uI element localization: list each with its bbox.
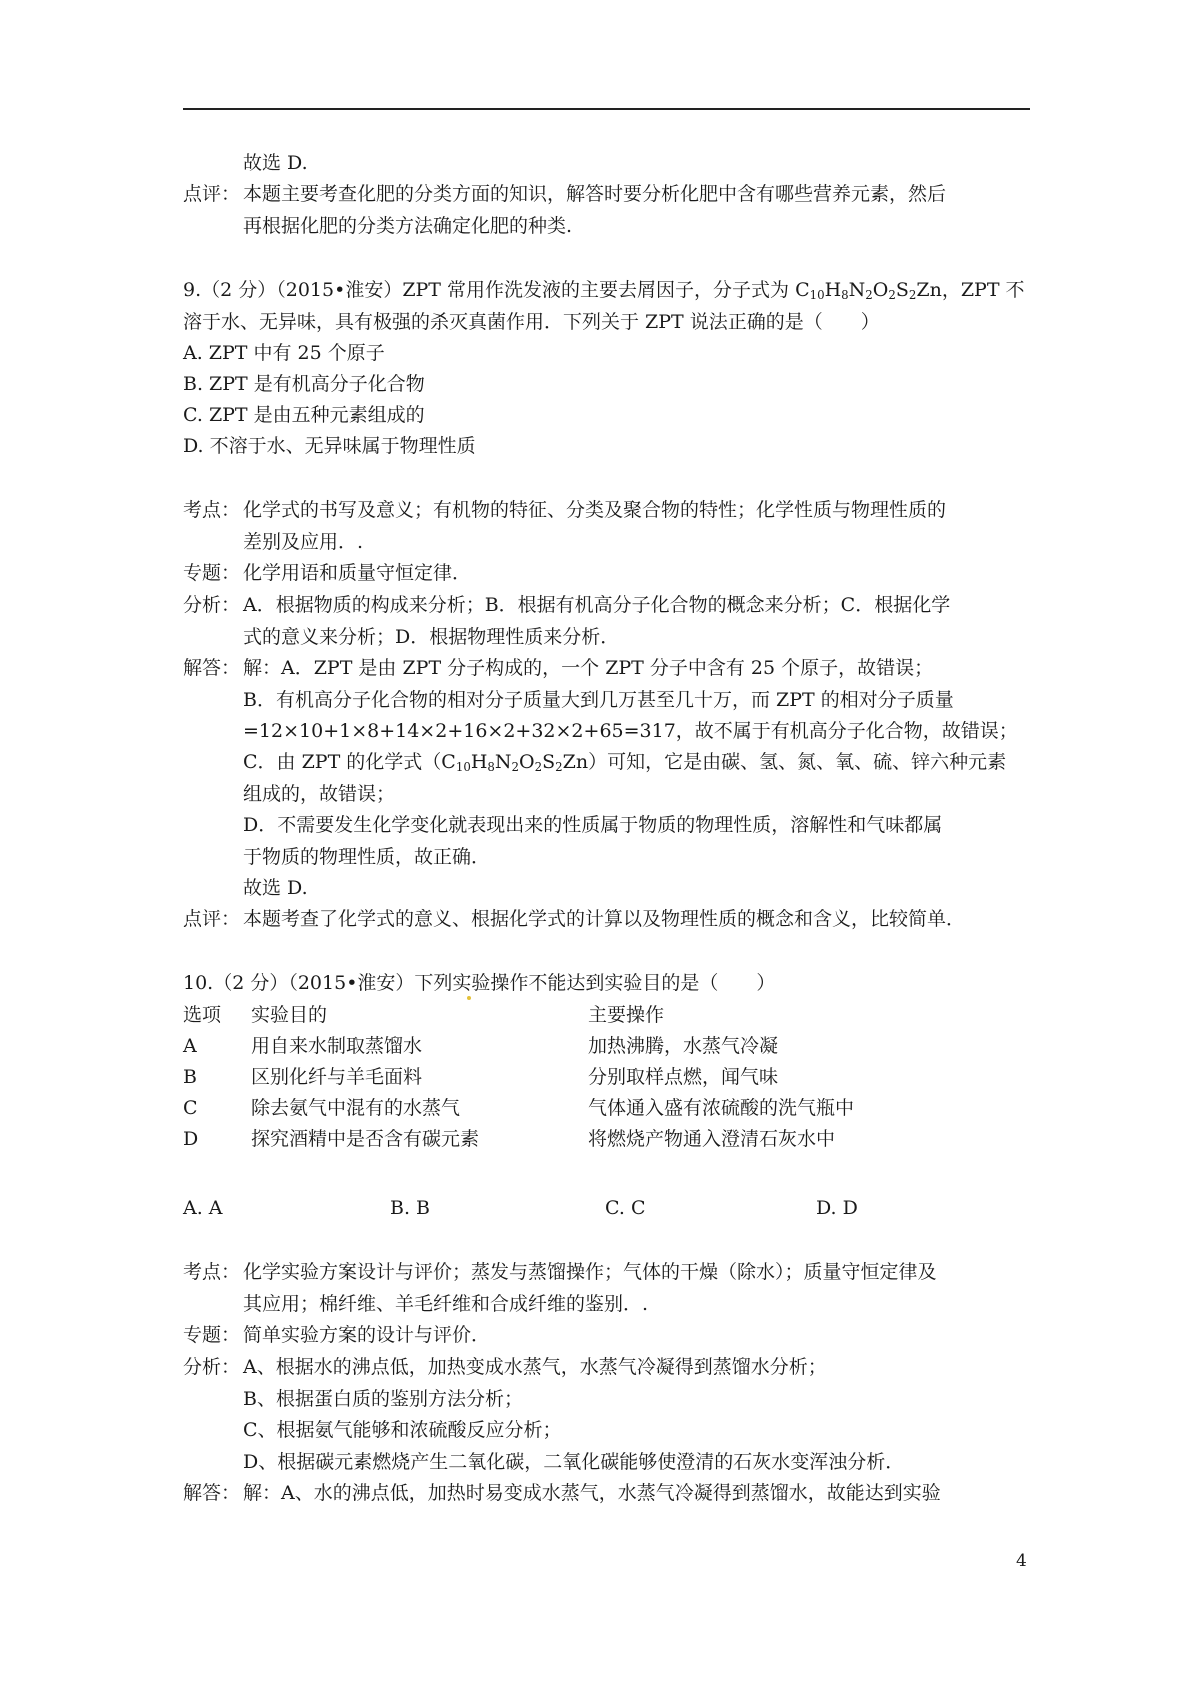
q9-zhuanti: 专题： 化学用语和质量守恒定律． xyxy=(183,562,472,584)
table-header: 主要操作 xyxy=(588,1004,665,1026)
page-number: 4 xyxy=(1016,1551,1027,1571)
prev-comment-line: 再根据化肥的分类方法确定化肥的种类. xyxy=(243,215,573,237)
prev-answer: 故选 D. xyxy=(243,152,308,174)
q9-kaodian: 考点： 化学式的书写及意义；有机物的特征、分类及聚合物的特性；化学性质与物理性质的 xyxy=(183,499,947,521)
q9-jieda-cont: D．不需要发生化学变化就表现出来的性质属于物质的物理性质，溶解性和气味都属 xyxy=(243,814,943,836)
q9-option-d: D. 不溶于水、无异味属于物理性质 xyxy=(183,435,476,457)
q10-kaodian-cont: 其应用；棉纤维、羊毛纤维和合成纤维的鉴别．. xyxy=(243,1293,649,1315)
q9-dianping: 点评： 本题考查了化学式的意义、根据化学式的计算以及物理性质的概念和含义，比较简单． xyxy=(183,908,966,930)
q10-fenxi: 分析： A、根据水的沸点低，加热变成水蒸气，水蒸气冷凝得到蒸馏水分析； xyxy=(183,1356,827,1378)
table-cell: B xyxy=(183,1066,197,1088)
table-cell: 气体通入盛有浓硫酸的洗气瓶中 xyxy=(588,1097,855,1119)
table-header: 实验目的 xyxy=(251,1004,328,1026)
header-rule xyxy=(183,108,1030,110)
q9-jieda-cont: B．有机高分子化合物的相对分子质量大到几万甚至几十万，而 ZPT 的相对分子质量 xyxy=(243,689,954,711)
q9-stem-line: 9.（2 分）（2015•淮安）ZPT 常用作洗发液的主要去屑因子，分子式为 $C_{10}H_8N_2O_2S_2Zn$，ZPT 不 xyxy=(183,279,1025,302)
prev-comment-line: 点评： 本题主要考查化肥的分类方面的知识，解答时要分析化肥中含有哪些营养元素，然后 xyxy=(183,183,947,205)
q10-stem: 10.（2 分）（2015•淮安）下列实验操作不能达到实验目的是（ ） xyxy=(183,972,776,994)
q10-zhuanti: 专题： 简单实验方案的设计与评价． xyxy=(183,1324,491,1346)
q9-jieda-cont: =12×10+1×8+14×2+16×2+32×2+65=317，故不属于有机高分子化合物，故错误； xyxy=(243,720,1018,742)
q10-jieda: 解答： 解：A、水的沸点低，加热时易变成水蒸气，水蒸气冷凝得到蒸馏水，故能达到实验 xyxy=(183,1482,941,1504)
chemical-formula: $C_{10}H_8N_2O_2S_2Zn$ xyxy=(441,751,589,774)
table-cell: 分别取样点燃，闻气味 xyxy=(588,1066,779,1088)
table-cell: D xyxy=(183,1128,199,1150)
table-cell: 用自来水制取蒸馏水 xyxy=(251,1035,423,1057)
q10-option-c: C. C xyxy=(605,1197,646,1219)
annotation-dot xyxy=(467,996,471,1000)
q10-option-a: A. A xyxy=(183,1197,223,1219)
table-cell: 除去氨气中混有的水蒸气 xyxy=(251,1097,461,1119)
q10-option-d: D. D xyxy=(816,1197,858,1219)
q9-stem-line: 溶于水、无异味，具有极强的杀灭真菌作用．下列关于 ZPT 说法正确的是（ ） xyxy=(183,311,880,333)
q9-jieda-cont: C．由 ZPT 的化学式$(C_{10}H_8N_2O_2S_2Zn)$可知，它是由碳、氢、氮、氧、硫、锌六种元素 xyxy=(243,751,1007,774)
q9-fenxi: 分析： A．根据物质的构成来分析；B．根据有机高分子化合物的概念来分析；C．根据化学 xyxy=(183,594,951,616)
q9-jieda: 解答： 解：A．ZPT 是由 ZPT 分子构成的，一个 ZPT 分子中含有 25 个原子，故错误； xyxy=(183,657,934,679)
table-cell: 探究酒精中是否含有碳元素 xyxy=(251,1128,480,1150)
q9-kaodian-cont: 差别及应用．. xyxy=(243,531,364,553)
q9-option-b: B. ZPT 是有机高分子化合物 xyxy=(183,373,425,395)
q9-jieda-cont: 组成的，故错误； xyxy=(243,783,396,805)
q10-kaodian: 考点： 化学实验方案设计与评价；蒸发与蒸馏操作；气体的干燥（除水）；质量守恒定律及 xyxy=(183,1261,937,1283)
q10-fenxi-cont: B、根据蛋白质的鉴别方法分析； xyxy=(243,1388,523,1410)
q10-fenxi-cont: C、根据氨气能够和浓硫酸反应分析； xyxy=(243,1419,562,1441)
q9-jieda-cont: 故选 D. xyxy=(243,877,308,899)
table-cell: 区别化纤与羊毛面料 xyxy=(251,1066,423,1088)
comment-label: 点评： xyxy=(183,183,241,205)
table-cell: C xyxy=(183,1097,198,1119)
chemical-formula: $C_{10}H_8N_2O_2S_2Zn$ xyxy=(795,279,942,302)
q10-fenxi-cont: D、根据碳元素燃烧产生二氧化碳，二氧化碳能够使澄清的石灰水变浑浊分析． xyxy=(243,1451,905,1473)
table-cell: 将燃烧产物通入澄清石灰水中 xyxy=(588,1128,836,1150)
q10-option-b: B. B xyxy=(390,1197,431,1219)
table-cell: 加热沸腾，水蒸气冷凝 xyxy=(588,1035,779,1057)
table-header: 选项 xyxy=(183,1004,222,1026)
q9-option-a: A. ZPT 中有 25 个原子 xyxy=(183,342,385,364)
q9-jieda-cont: 于物质的物理性质，故正确． xyxy=(243,846,491,868)
table-cell: A xyxy=(183,1035,197,1057)
q9-option-c: C. ZPT 是由五种元素组成的 xyxy=(183,404,425,426)
q9-fenxi-cont: 式的意义来分析；D．根据物理性质来分析． xyxy=(243,626,620,648)
